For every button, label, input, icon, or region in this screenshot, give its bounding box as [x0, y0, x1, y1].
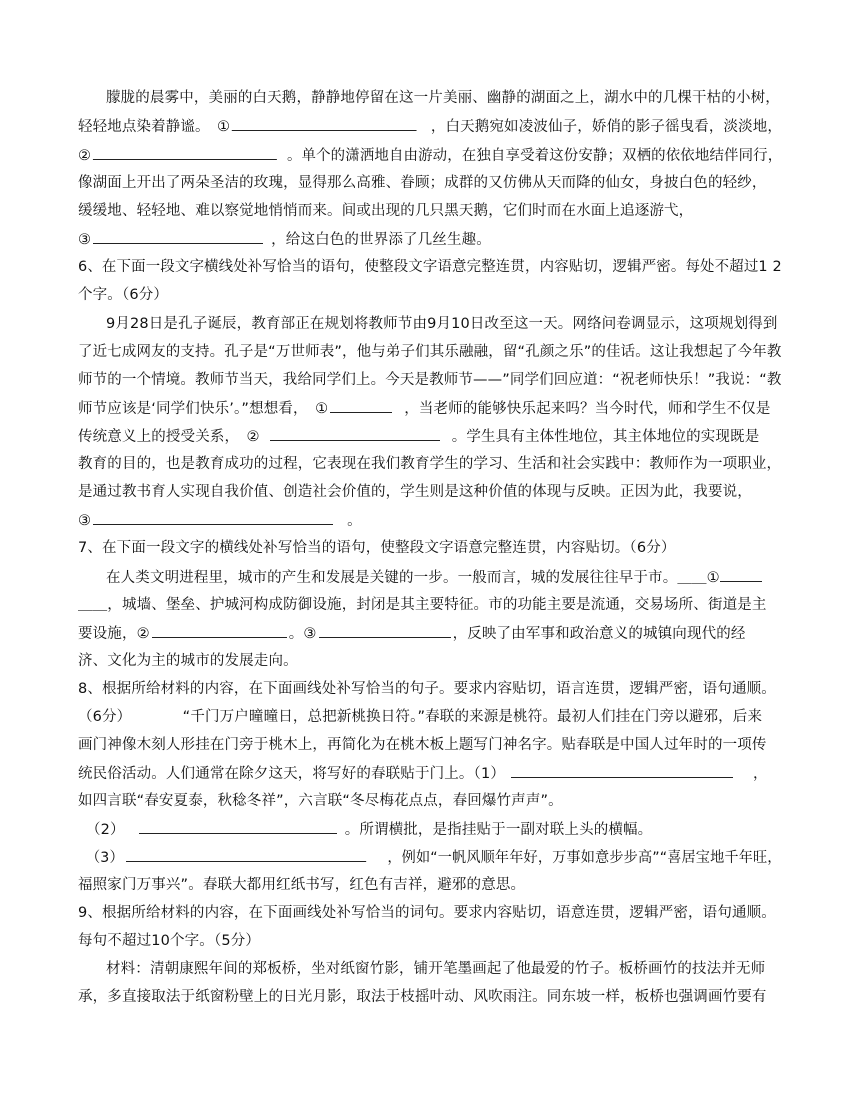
question6-prompt: 6、在下面一段文字横线处补写恰当的语句，使整段文字语意完整连贯，内容贴切，逻辑严密。每处不超过1 2	[78, 259, 782, 275]
question6-para-line5: 传统意义上的授受关系， ② 。学生具有主体性地位，其主体地位的实现既是	[78, 426, 759, 447]
passage5-line5: 缓缓地、轻轻地、难以察觉地悄悄而来。间或出现的几只黑天鹅，它们时而在水面上追逐游弋，	[78, 203, 694, 219]
answer-blank-8-2[interactable]	[139, 819, 337, 834]
question9-material-line1: 材料：清朝康熙年间的郑板桥，坐对纸窗竹影，铺开笔墨画起了他最爱的竹子。板桥画竹的技法并无师	[106, 961, 766, 977]
answer-blank-7-2[interactable]	[152, 623, 287, 638]
answer-blank-2[interactable]	[93, 145, 277, 160]
question6-points: 个字。（6分）	[78, 287, 169, 303]
question8-line2: （6分） “千门万户曈曈日，总把新桃换日符。”春联的来源是桃符。最初人们挂在门旁以避邪，后来	[78, 709, 763, 725]
answer-blank-6-1[interactable]	[330, 398, 392, 413]
passage5-line4: 像湖面上开出了两朵圣洁的玫瑰，显得那么高雅、眷顾；成群的又仿佛从天而降的仙女，身披白色的轻纱，	[78, 175, 767, 191]
question6-para-line8: ③ 。	[78, 510, 362, 531]
question6-para-line2: 了近七成网友的支持。孔子是“万世师表”，他与弟子们其乐融融，留“孔颜之乐”的佳话。这让我想起了今年教	[78, 344, 782, 360]
question8-line5: 如四言联“春安夏泰，秋稔冬祥”，六言联“冬尽梅花点点，春回爆竹声声”。	[78, 793, 563, 809]
question9-prompt: 9、根据所给材料的内容，在下面画线处补写恰当的词句。要求内容贴切，语意连贯，逻辑严密，语句通顺。	[78, 905, 776, 921]
question6-para-line4: 师节应该是‘同学们快乐’。”想想看， ① ，当老师的能够快乐起来吗？当今时代，师和学生不仅是	[78, 398, 770, 419]
answer-blank-6-3[interactable]	[93, 510, 333, 525]
question8-line4: 统民俗活动。人们通常在除夕这天，将写好的春联贴于门上。（1） ，	[78, 763, 768, 784]
passage5-line1: 朦胧的晨雾中，美丽的白天鹅，静静地停留在这一片美丽、幽静的湖面之上，湖水中的几棵干枯的小树，	[106, 90, 780, 106]
answer-blank-8-3[interactable]	[126, 847, 366, 862]
question9-material-line2: 承，多直接取法于纸窗粉壁上的日光月影，取法于枝摇叶动、风吹雨注。同东坡一样，板桥也强调画竹要有	[78, 989, 767, 1005]
answer-blank-8-1[interactable]	[511, 763, 733, 778]
passage5-line3: ② 。单个的潇洒地自由游动，在独自享受着这份安静；双栖的依依地结伴同行，	[78, 145, 782, 166]
answer-blank-6-2[interactable]	[270, 426, 440, 441]
question8-line8: 福照家门万事兴”。春联大都用红纸书写，红色有吉祥，避邪的意思。	[78, 877, 526, 893]
answer-blank-7-1[interactable]	[720, 567, 762, 582]
question7-para-line3: 要设施，② 。③ ，反映了由军事和政治意义的城镇向现代的经	[78, 623, 746, 644]
question8-line6: （2） 。所谓横批，是指挂贴于一副对联上头的横幅。	[86, 819, 652, 840]
question7-para-line1: 在人类文明进程里，城市的产生和发展是关键的一步。一般而言，城的发展往往早于市。＿＿①	[106, 567, 764, 588]
question6-para-line3: 师节的一个情境。教师节当天，我给同学们上。今天是教师节——”同学们回应道：“祝老师快乐！”我说：“教	[78, 372, 782, 388]
question8-line3: 画门神像木刻人形挂在门旁于桃木上，再简化为在桃木板上题写门神名字。贴春联是中国人过年时的一项传	[78, 737, 767, 753]
answer-blank-3[interactable]	[93, 229, 263, 244]
passage5-line6: ③ ，给这白色的世界添了几丝生趣。	[78, 229, 491, 250]
question6-para-line1: 9月28日是孔子诞辰，教育部正在规划将教师节由9月10日改至这一天。网络问卷调显示，这项规划得到	[106, 316, 778, 332]
answer-blank-7-3[interactable]	[319, 623, 451, 638]
question7-para-line2: ＿＿，城墙、堡垒、护城河构成防御设施，封闭是其主要特征。市的功能主要是流通，交易场所、街道是主	[78, 597, 767, 613]
question7-para-line4: 济、文化为主的城市的发展走向。	[78, 653, 298, 669]
question8-prompt: 8、根据所给材料的内容，在下面画线处补写恰当的句子。要求内容贴切，语言连贯，逻辑严密，语句通顺。	[78, 681, 776, 697]
question6-para-line7: 是通过教书育人实现自我价值、创造社会价值的，学生则是这种价值的体现与反映。正因为此，我要说，	[78, 484, 752, 500]
question6-para-line6: 教育的目的，也是教育成功的过程，它表现在我们教育学生的学习、生活和社会实践中：教师作为一项职业，	[78, 456, 782, 472]
question9-limit: 每句不超过10个字。（5分）	[78, 933, 261, 949]
answer-blank-1[interactable]	[232, 116, 417, 131]
question7-prompt: 7、在下面一段文字的横线处补写恰当的语句，使整段文字语意完整连贯，内容贴切。（6分）	[78, 540, 676, 556]
passage5-line2: 轻轻地点染着静谧。 ① ，白天鹅宛如凌波仙子，娇俏的影子徭曳看，淡淡地，	[78, 116, 782, 137]
question8-line7: （3） ，例如“一帆风顺年年好，万事如意步步高”“喜居宝地千年旺，	[86, 847, 782, 868]
